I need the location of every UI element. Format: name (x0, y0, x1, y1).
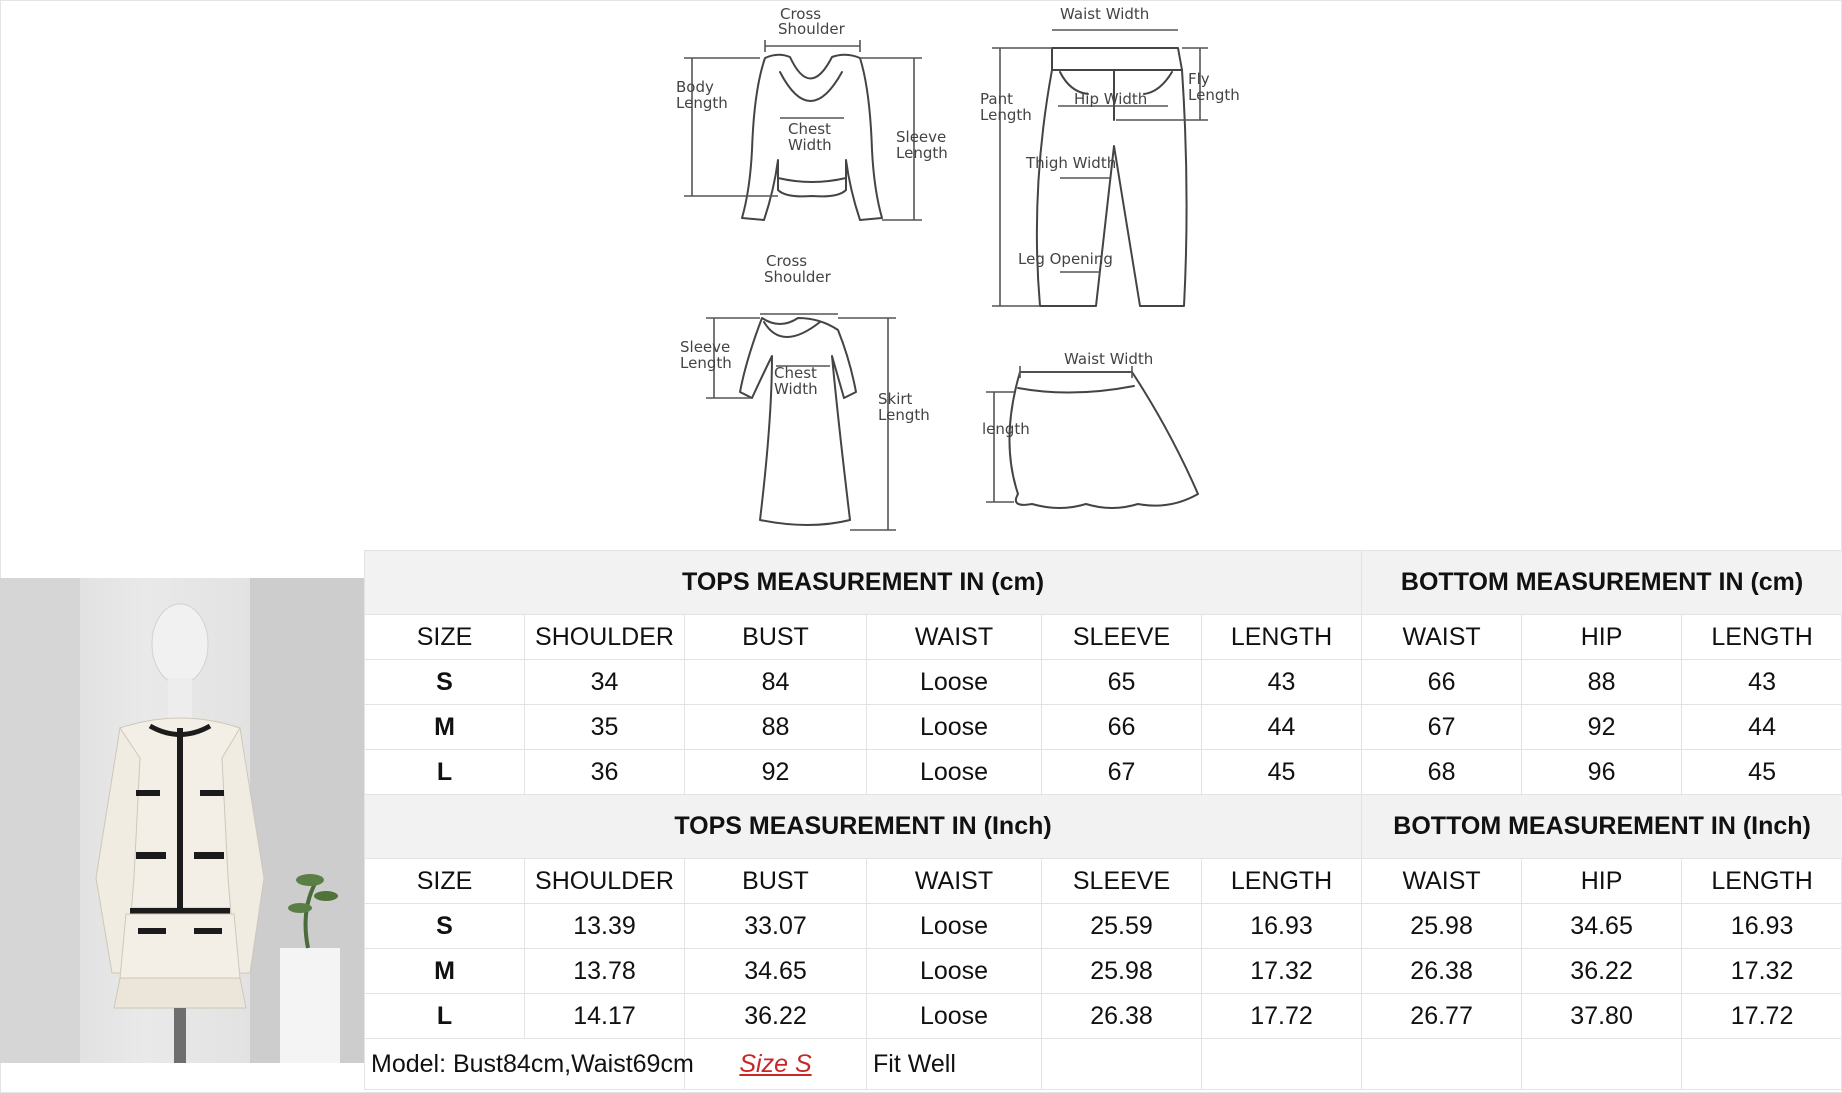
column-header: BUST (685, 859, 867, 904)
table-cell: 68 (1362, 750, 1522, 795)
table-cell: 13.39 (525, 904, 685, 949)
table-cell: 67 (1362, 705, 1522, 750)
size-cell: L (365, 994, 525, 1039)
table-cell: 84 (685, 660, 867, 705)
table-cell: 17.72 (1682, 994, 1842, 1039)
top-cross-shoulder-label-1: Cross (780, 5, 822, 23)
table-cell: 16.93 (1202, 904, 1362, 949)
table-cell: 66 (1362, 660, 1522, 705)
column-header: BUST (685, 615, 867, 660)
size-cell: S (365, 904, 525, 949)
pants-length-label-1: Pant (980, 90, 1013, 108)
bottom-inch-title: BOTTOM MEASUREMENT IN (Inch) (1362, 795, 1842, 859)
table-cell: 25.98 (1042, 949, 1202, 994)
pants-fly-label-1: Fly (1188, 70, 1210, 88)
dress-drawing (740, 318, 856, 525)
model-info-row (365, 1039, 1842, 1090)
table-cell: 33.07 (685, 904, 867, 949)
table-cell: 92 (685, 750, 867, 795)
column-header: WAIST (867, 859, 1042, 904)
skirt-length-label: length (982, 420, 1030, 438)
column-header: WAIST (1362, 615, 1522, 660)
table-cell: 26.38 (1362, 949, 1522, 994)
column-header: LENGTH (1202, 615, 1362, 660)
tops-cm-title: TOPS MEASUREMENT IN (cm) (365, 551, 1362, 615)
top-sleeve-label-1: Sleeve (896, 128, 947, 146)
dress-cross-shoulder-label-2: Shoulder (764, 268, 831, 286)
model-size: Size S (685, 1039, 867, 1090)
top-chest-label-1: Chest (788, 120, 831, 138)
pants-waist-label: Waist Width (1060, 5, 1150, 23)
measurement-diagram-svg (660, 0, 1300, 548)
table-cell: 67 (1042, 750, 1202, 795)
table-cell: 17.32 (1682, 949, 1842, 994)
table-cell: Loose (867, 994, 1042, 1039)
table-cell: 36 (525, 750, 685, 795)
tops-inch-title: TOPS MEASUREMENT IN (Inch) (365, 795, 1362, 859)
empty-cell (1202, 1039, 1362, 1090)
fit-note: Fit Well (867, 1039, 1042, 1090)
bottom-cm-title: BOTTOM MEASUREMENT IN (cm) (1362, 551, 1842, 615)
pants-fly-label-2: Length (1188, 86, 1240, 104)
column-header: SLEEVE (1042, 615, 1202, 660)
size-cell: S (365, 660, 525, 705)
empty-cell (1362, 1039, 1522, 1090)
column-header: WAIST (867, 615, 1042, 660)
dress-measure-lines (706, 314, 896, 530)
pants-hip-label: Hip Width (1074, 90, 1148, 108)
table-row (365, 705, 1842, 750)
table-cell: 13.78 (525, 949, 685, 994)
column-header: SHOULDER (525, 859, 685, 904)
size-cell: M (365, 705, 525, 750)
table-cell: 92 (1522, 705, 1682, 750)
column-header: WAIST (1362, 859, 1522, 904)
dress-cross-shoulder-label-1: Cross (766, 252, 808, 270)
table-cell: 36.22 (1522, 949, 1682, 994)
table-cell: 44 (1682, 705, 1842, 750)
top-body-length-label-2: Length (676, 94, 728, 112)
table-cell: 44 (1202, 705, 1362, 750)
dress-chest-label-1: Chest (774, 364, 817, 382)
size-cell: L (365, 750, 525, 795)
dress-skirt-length-label-2: Length (878, 406, 930, 424)
cm-section-header (365, 551, 1842, 615)
table-cell: 45 (1682, 750, 1842, 795)
pants-thigh-label: Thigh Width (1026, 154, 1117, 172)
column-header: SHOULDER (525, 615, 685, 660)
table-cell: 34 (525, 660, 685, 705)
table-cell: 65 (1042, 660, 1202, 705)
measurement-diagram (660, 0, 1300, 548)
table-row (365, 660, 1842, 705)
mannequin-illustration (0, 578, 364, 1063)
table-cell: 26.38 (1042, 994, 1202, 1039)
table-row (365, 750, 1842, 795)
top-cross-shoulder-label-2: Shoulder (778, 20, 845, 38)
table-cell: 43 (1202, 660, 1362, 705)
column-header: SIZE (365, 615, 525, 660)
model-measurements: Model: Bust84cm,Waist69cm (365, 1039, 685, 1090)
table-row (365, 949, 1842, 994)
empty-cell (1522, 1039, 1682, 1090)
dress-sleeve-label-1: Sleeve (680, 338, 731, 356)
table-cell: 45 (1202, 750, 1362, 795)
table-row (365, 904, 1842, 949)
empty-cell (1682, 1039, 1842, 1090)
dress-skirt-length-label-1: Skirt (878, 390, 913, 408)
top-body-length-label-1: Body (676, 78, 714, 96)
cm-column-headers (365, 615, 1842, 660)
table-cell: 43 (1682, 660, 1842, 705)
column-header: HIP (1522, 859, 1682, 904)
table-cell: 16.93 (1682, 904, 1842, 949)
table-cell: Loose (867, 750, 1042, 795)
empty-cell (1042, 1039, 1202, 1090)
top-chest-label-2: Width (788, 136, 832, 154)
table-cell: 88 (685, 705, 867, 750)
table-cell: Loose (867, 904, 1042, 949)
column-header: SLEEVE (1042, 859, 1202, 904)
table-cell: 37.80 (1522, 994, 1682, 1039)
pants-leg-opening-label: Leg Opening (1018, 250, 1113, 268)
inch-column-headers (365, 859, 1842, 904)
skirt-drawing (1009, 372, 1198, 508)
dress-chest-label-2: Width (774, 380, 818, 398)
table-cell: 36.22 (685, 994, 867, 1039)
table-cell: 34.65 (1522, 904, 1682, 949)
table-row (365, 994, 1842, 1039)
table-cell: 66 (1042, 705, 1202, 750)
table-cell: Loose (867, 949, 1042, 994)
dress-sleeve-label-2: Length (680, 354, 732, 372)
table-cell: 88 (1522, 660, 1682, 705)
skirt-waist-label: Waist Width (1064, 350, 1154, 368)
table-cell: 25.59 (1042, 904, 1202, 949)
table-cell: 17.32 (1202, 949, 1362, 994)
column-header: LENGTH (1682, 615, 1842, 660)
column-header: HIP (1522, 615, 1682, 660)
table-cell: Loose (867, 705, 1042, 750)
table-cell: 26.77 (1362, 994, 1522, 1039)
top-sleeve-label-2: Length (896, 144, 948, 162)
table-cell: 34.65 (685, 949, 867, 994)
column-header: LENGTH (1682, 859, 1842, 904)
table-cell: Loose (867, 660, 1042, 705)
pants-length-label-2: Length (980, 106, 1032, 124)
size-chart-table (364, 550, 1842, 1090)
model-photo (0, 578, 364, 1063)
size-cell: M (365, 949, 525, 994)
table-cell: 14.17 (525, 994, 685, 1039)
inch-section-header (365, 795, 1842, 859)
column-header: SIZE (365, 859, 525, 904)
table-cell: 35 (525, 705, 685, 750)
table-cell: 25.98 (1362, 904, 1522, 949)
table-cell: 96 (1522, 750, 1682, 795)
column-header: LENGTH (1202, 859, 1362, 904)
table-cell: 17.72 (1202, 994, 1362, 1039)
